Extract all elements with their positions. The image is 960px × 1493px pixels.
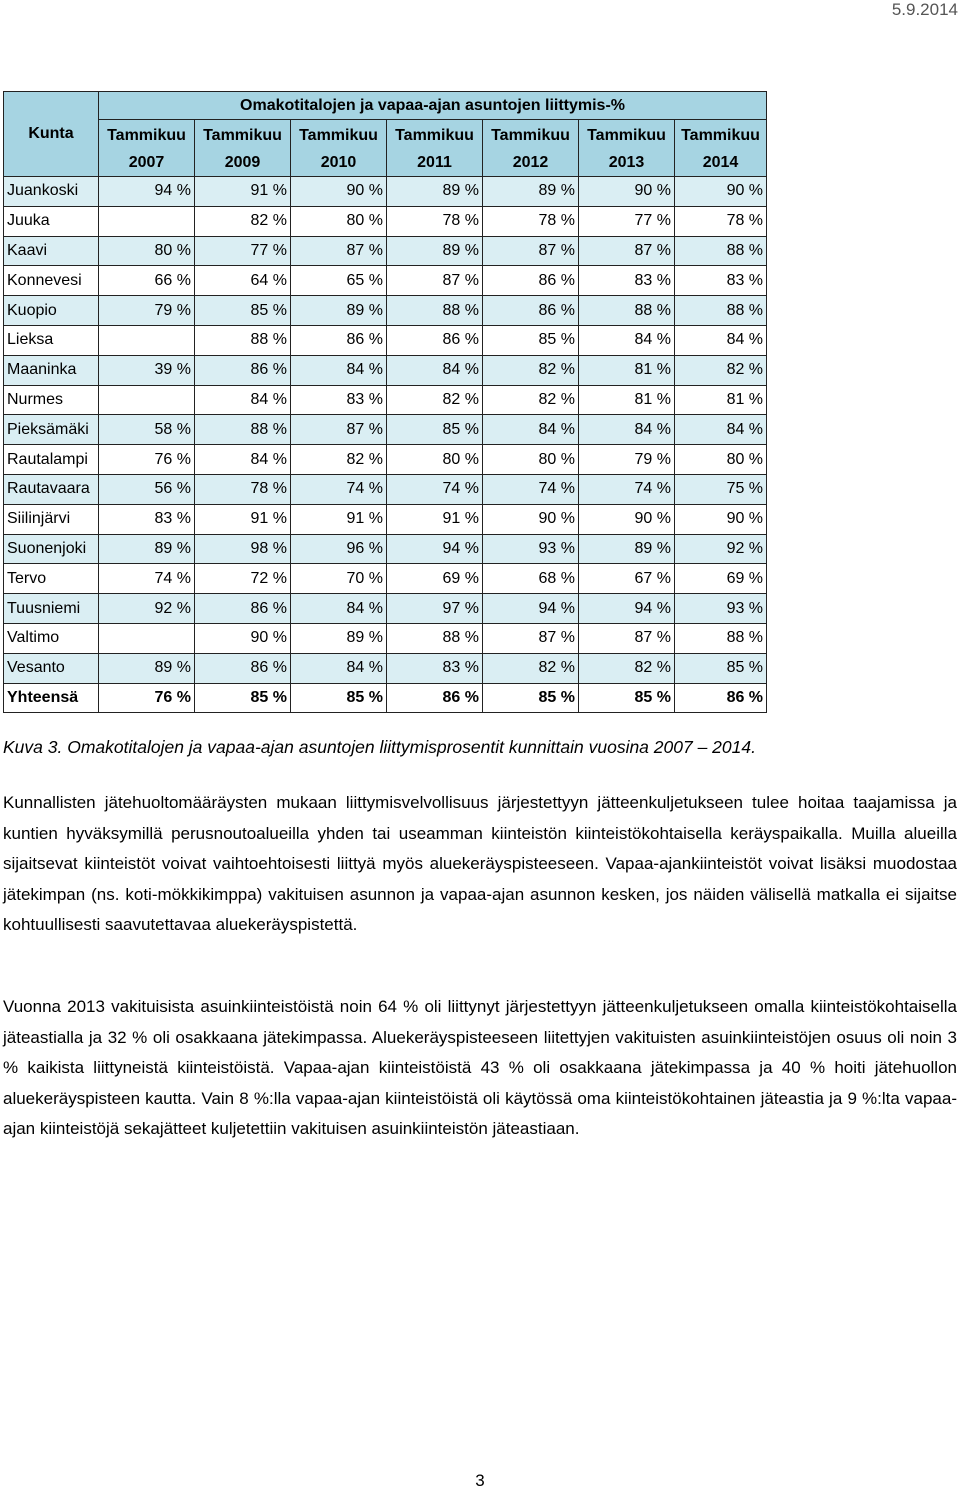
table-row — [4, 623, 767, 653]
rate-cell: 87 % — [579, 623, 675, 653]
rate-cell: 87 % — [291, 415, 387, 445]
rate-cell: 84 % — [675, 325, 767, 355]
rate-cell: 69 % — [675, 564, 767, 594]
rate-cell: 94 % — [99, 177, 195, 207]
column-header-year: 2012 — [483, 149, 579, 177]
table-row — [4, 504, 767, 534]
municipality-name: Nurmes — [4, 385, 99, 415]
rate-cell: 77 % — [195, 236, 291, 266]
rate-cell: 88 % — [675, 296, 767, 326]
rate-cell: 78 % — [675, 206, 767, 236]
municipality-name: Juuka — [4, 206, 99, 236]
rate-cell: 86 % — [291, 325, 387, 355]
rate-cell: 82 % — [483, 653, 579, 683]
municipality-name: Tervo — [4, 564, 99, 594]
rate-cell: 83 % — [291, 385, 387, 415]
rate-cell: 91 % — [195, 177, 291, 207]
rate-cell: 82 % — [675, 355, 767, 385]
municipality-name: Valtimo — [4, 623, 99, 653]
table-row — [4, 236, 767, 266]
rate-cell: 84 % — [291, 653, 387, 683]
rate-cell: 80 % — [675, 445, 767, 475]
table-row — [4, 355, 767, 385]
table-row — [4, 266, 767, 296]
rate-cell: 86 % — [195, 594, 291, 624]
rate-cell: 56 % — [99, 474, 195, 504]
rate-cell: 74 % — [99, 564, 195, 594]
rate-cell: 82 % — [483, 385, 579, 415]
rate-cell: 66 % — [99, 266, 195, 296]
municipality-name: Maaninka — [4, 355, 99, 385]
header-date: 5.9.2014 — [891, 0, 958, 19]
rate-cell: 86 % — [195, 355, 291, 385]
rate-cell: 81 % — [579, 385, 675, 415]
rate-cell: 89 % — [387, 236, 483, 266]
column-header-year: 2011 — [387, 149, 483, 177]
municipality-name: Kuopio — [4, 296, 99, 326]
table-row — [4, 564, 767, 594]
rate-cell: 87 % — [291, 236, 387, 266]
rate-cell: 86 % — [195, 653, 291, 683]
rate-cell: 67 % — [579, 564, 675, 594]
rate-cell: 93 % — [483, 534, 579, 564]
table-row — [4, 653, 767, 683]
column-header-year: 2014 — [675, 149, 767, 177]
rate-cell: 75 % — [675, 474, 767, 504]
rate-cell: 92 % — [675, 534, 767, 564]
rate-cell: 88 % — [195, 415, 291, 445]
rate-cell: 87 % — [483, 623, 579, 653]
connection-rate-table — [3, 91, 767, 713]
column-header-month: Tammikuu — [675, 120, 767, 150]
municipality-name: Vesanto — [4, 653, 99, 683]
rate-cell: 72 % — [195, 564, 291, 594]
rate-cell — [99, 325, 195, 355]
rate-cell: 88 % — [387, 623, 483, 653]
rate-cell: 88 % — [675, 236, 767, 266]
rate-cell: 74 % — [483, 474, 579, 504]
table-row — [4, 474, 767, 504]
rate-cell — [99, 385, 195, 415]
municipality-name: Konnevesi — [4, 266, 99, 296]
rate-cell: 86 % — [483, 296, 579, 326]
rate-cell: 58 % — [99, 415, 195, 445]
rate-cell: 89 % — [291, 623, 387, 653]
rate-cell: 74 % — [579, 474, 675, 504]
column-header-year: 2010 — [291, 149, 387, 177]
rate-cell: 83 % — [387, 653, 483, 683]
rate-cell: 94 % — [579, 594, 675, 624]
rate-cell: 70 % — [291, 564, 387, 594]
column-header-year: 2013 — [579, 149, 675, 177]
rate-cell: 78 % — [387, 206, 483, 236]
rate-cell: 90 % — [579, 177, 675, 207]
rate-cell: 64 % — [195, 266, 291, 296]
rate-cell: 84 % — [291, 594, 387, 624]
rate-cell — [99, 206, 195, 236]
table-row — [4, 445, 767, 475]
rate-cell: 84 % — [387, 355, 483, 385]
rate-cell: 84 % — [195, 445, 291, 475]
rate-cell: 90 % — [675, 177, 767, 207]
rate-cell: 77 % — [579, 206, 675, 236]
rate-cell: 89 % — [387, 177, 483, 207]
municipality-name: Kaavi — [4, 236, 99, 266]
municipality-name: Pieksämäki — [4, 415, 99, 445]
rate-cell: 85 % — [579, 683, 675, 713]
municipality-name: Rautalampi — [4, 445, 99, 475]
rate-cell: 85 % — [483, 683, 579, 713]
rate-cell: 82 % — [291, 445, 387, 475]
column-header-month: Tammikuu — [387, 120, 483, 150]
rate-cell — [99, 623, 195, 653]
rate-cell: 86 % — [387, 325, 483, 355]
rate-cell: 86 % — [483, 266, 579, 296]
rate-cell: 65 % — [291, 266, 387, 296]
rate-cell: 85 % — [195, 296, 291, 326]
municipality-name: Tuusniemi — [4, 594, 99, 624]
rate-cell: 78 % — [483, 206, 579, 236]
rate-cell: 89 % — [483, 177, 579, 207]
rate-cell: 86 % — [675, 683, 767, 713]
column-header-month: Tammikuu — [195, 120, 291, 150]
table-row — [4, 206, 767, 236]
rate-cell: 79 % — [99, 296, 195, 326]
column-header-month: Tammikuu — [99, 120, 195, 150]
rate-cell: 74 % — [291, 474, 387, 504]
rate-cell: 68 % — [483, 564, 579, 594]
column-header-year: 2007 — [99, 149, 195, 177]
rate-cell: 83 % — [675, 266, 767, 296]
municipality-name: Siilinjärvi — [4, 504, 99, 534]
rate-cell: 87 % — [387, 266, 483, 296]
rate-cell: 94 % — [387, 534, 483, 564]
rate-cell: 39 % — [99, 355, 195, 385]
municipality-name: Yhteensä — [4, 683, 99, 713]
rate-cell: 93 % — [675, 594, 767, 624]
rate-cell: 88 % — [195, 325, 291, 355]
rate-cell: 97 % — [387, 594, 483, 624]
rate-cell: 76 % — [99, 445, 195, 475]
rate-cell: 91 % — [387, 504, 483, 534]
rate-cell: 92 % — [99, 594, 195, 624]
paragraph-1: Kunnallisten jätehuoltomääräysten mukaan liittymisvelvollisuus järjestettyyn jätteenkuljetukseen tulee hoitaa taajamissa ja kuntien hyväksymillä perusnoutoalueilla yhden tai useamman kiinteistön kiinteistökohtaisella keräyspaikalla. Muilla alueilla sijaitsevat kiinteistöt voivat vaihtoehtoisesti liittyä myös aluekeräyspisteeseen. Vapaa-ajankiinteistöt voivat lisäksi muodostaa jätekimpan (ns. koti-mökkikimppa) vakituisen asunnon ja vapaa-ajan asunnon kesken, jos näiden välisellä matkalla ei sijaitse kohtuullisesti saavutettavaa aluekeräyspistettä. — [3, 793, 957, 935]
table-row — [4, 683, 767, 713]
rate-cell: 86 % — [387, 683, 483, 713]
rate-cell: 80 % — [387, 445, 483, 475]
table-row — [4, 325, 767, 355]
rate-cell: 81 % — [675, 385, 767, 415]
column-header-month: Tammikuu — [291, 120, 387, 150]
rate-cell: 81 % — [579, 355, 675, 385]
rate-cell: 88 % — [387, 296, 483, 326]
rate-cell: 84 % — [483, 415, 579, 445]
rate-cell: 83 % — [99, 504, 195, 534]
rate-cell: 84 % — [675, 415, 767, 445]
rate-cell: 91 % — [291, 504, 387, 534]
rate-cell: 90 % — [291, 177, 387, 207]
municipality-name: Suonenjoki — [4, 534, 99, 564]
rate-cell: 90 % — [483, 504, 579, 534]
rate-cell: 76 % — [99, 683, 195, 713]
rate-cell: 85 % — [195, 683, 291, 713]
paragraph-2: Vuonna 2013 vakituisista asuinkiinteistöistä noin 64 % oli liittynyt järjestettyyn jätteenkuljetukseen omalla kiinteistökohtaisella jäteastialla ja 32 % oli osakkaana jätekimpassa. Aluekeräyspisteeseen liitettyjen vakituisten asuinkiinteistöjen osuus oli noin 3 % kaikista liittyneistä kiinteistöistä. Vapaa-ajan kiinteistöistä 43 % oli osakkaana jätekimpassa ja 40 % hoiti jätehuollon aluekeräyspisteen kautta. Vain 8 %:lla vapaa-ajan kiinteistöistä oli käytössä oma kiinteistökohtainen jäteastia ja 9 %:lta vapaa-ajan kiinteistöjä sekajätteet kuljetettiin vakituisen asuinkiinteistön jäteastiaan. — [3, 997, 957, 1139]
rate-cell: 85 % — [387, 415, 483, 445]
rate-cell: 84 % — [579, 415, 675, 445]
rate-cell: 83 % — [579, 266, 675, 296]
table-title: Omakotitalojen ja vapaa-ajan asuntojen liittymis-% — [99, 92, 767, 120]
municipality-name: Lieksa — [4, 325, 99, 355]
rate-cell: 84 % — [291, 355, 387, 385]
rate-cell: 90 % — [195, 623, 291, 653]
rate-cell: 85 % — [291, 683, 387, 713]
column-header-month: Tammikuu — [483, 120, 579, 150]
table-row — [4, 415, 767, 445]
rate-cell: 74 % — [387, 474, 483, 504]
rate-cell: 90 % — [579, 504, 675, 534]
rate-cell: 89 % — [99, 534, 195, 564]
rate-cell: 89 % — [99, 653, 195, 683]
kunta-header: Kunta — [4, 92, 99, 177]
rate-cell: 94 % — [483, 594, 579, 624]
rate-cell: 69 % — [387, 564, 483, 594]
rate-cell: 84 % — [579, 325, 675, 355]
column-header-year: 2009 — [195, 149, 291, 177]
rate-cell: 91 % — [195, 504, 291, 534]
table-row — [4, 534, 767, 564]
rate-cell: 89 % — [291, 296, 387, 326]
table-row — [4, 177, 767, 207]
rate-cell: 80 % — [291, 206, 387, 236]
figure-caption: Kuva 3. Omakotitalojen ja vapaa-ajan asuntojen liittymisprosentit kunnittain vuosina 2007 – 2014. — [3, 737, 756, 757]
rate-cell: 85 % — [675, 653, 767, 683]
rate-cell: 82 % — [387, 385, 483, 415]
rate-cell: 88 % — [579, 296, 675, 326]
rate-cell: 82 % — [195, 206, 291, 236]
rate-cell: 80 % — [483, 445, 579, 475]
rate-cell: 89 % — [579, 534, 675, 564]
rate-cell: 90 % — [675, 504, 767, 534]
rate-cell: 88 % — [675, 623, 767, 653]
rate-cell: 87 % — [579, 236, 675, 266]
rate-cell: 82 % — [579, 653, 675, 683]
rate-cell: 80 % — [99, 236, 195, 266]
rate-cell: 96 % — [291, 534, 387, 564]
rate-cell: 98 % — [195, 534, 291, 564]
municipality-name: Juankoski — [4, 177, 99, 207]
table-row — [4, 296, 767, 326]
rate-cell: 85 % — [483, 325, 579, 355]
column-header-month: Tammikuu — [579, 120, 675, 150]
page-number: 3 — [475, 1471, 485, 1490]
rate-cell: 82 % — [483, 355, 579, 385]
rate-cell: 87 % — [483, 236, 579, 266]
table-row — [4, 385, 767, 415]
municipality-name: Rautavaara — [4, 474, 99, 504]
rate-cell: 78 % — [195, 474, 291, 504]
rate-cell: 84 % — [195, 385, 291, 415]
table-row — [4, 594, 767, 624]
rate-cell: 79 % — [579, 445, 675, 475]
